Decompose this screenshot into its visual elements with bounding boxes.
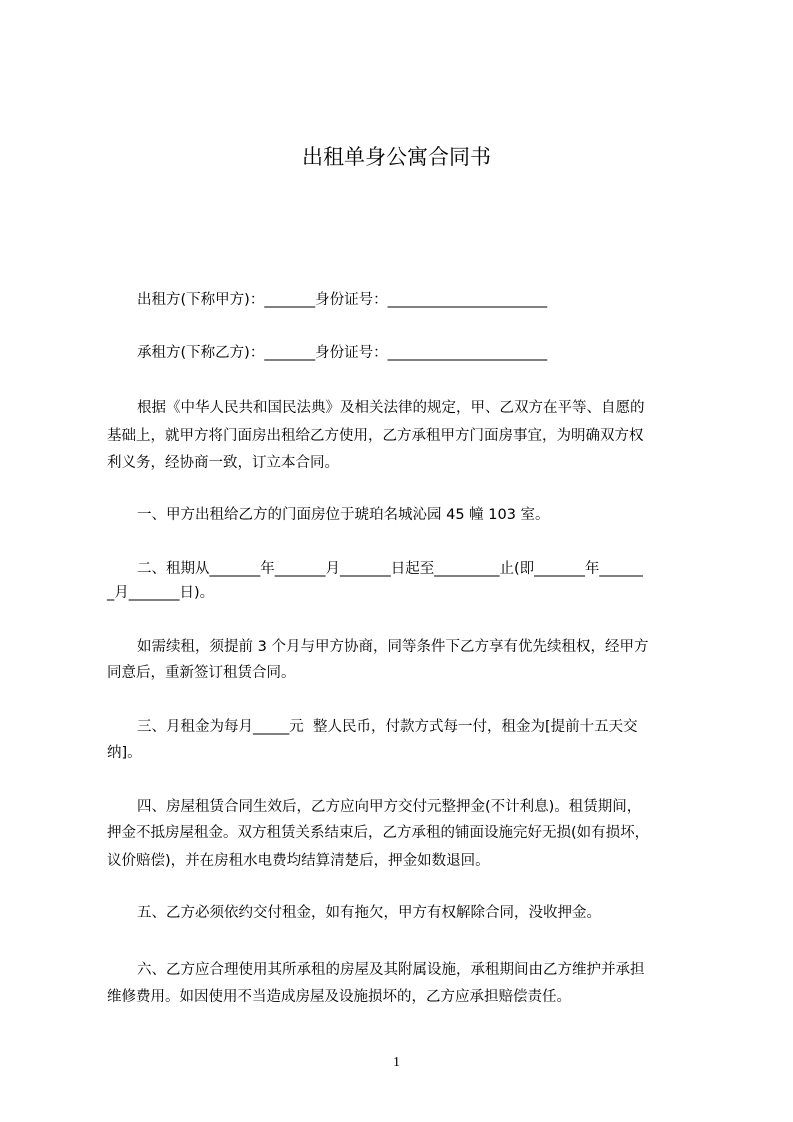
renewal-line: 如需续租，须提前 3 个月与甲方协商，同等条件下乙方享有优先续租权，经甲方 <box>137 639 649 655</box>
lessee-line: 承租方(下称乙方)：_______身份证号：______________________ <box>137 345 548 361</box>
clause-4-line: 押金不抵房屋租金。双方租赁关系结束后，乙方承租的铺面设施完好无损(如有损坏， <box>107 825 650 841</box>
lessor-line: 出租方(下称甲方)：_______身份证号：______________________ <box>137 292 548 308</box>
clause-2-line: _月_______日)。 <box>107 585 215 601</box>
renewal-line: 同意后，重新签订租赁合同。 <box>107 665 296 681</box>
clause-5-line: 五、乙方必须依约交付租金，如有拖欠，甲方有权解除合同，没收押金。 <box>137 905 601 921</box>
preamble-line: 根据《中华人民共和国民法典》及相关法律的规定，甲、乙双方在平等、自愿的 <box>137 400 645 416</box>
preamble-line: 利义务，经协商一致，订立本合同。 <box>107 455 339 471</box>
clause-1-line: 一、甲方出租给乙方的门面房位于琥珀名城沁园 45 幢 103 室。 <box>137 507 550 523</box>
clause-6-line: 六、乙方应合理使用其所承租的房屋及其附属设施，承租期间由乙方维护并承担 <box>137 962 645 978</box>
preamble-line: 基础上，就甲方将门面房出租给乙方使用，乙方承租甲方门面房事宜，为明确双方权 <box>107 428 644 444</box>
clause-3-line: 纳]。 <box>107 745 142 761</box>
clause-2-line: 二、租期从_______年_______月_______日起至_________止(即_______年______ <box>137 561 643 577</box>
clause-4-line: 议价赔偿)，并在房租水电费均结算清楚后，押金如数退回。 <box>107 853 490 869</box>
clause-6-line: 维修费用。如因使用不当造成房屋及设施损坏的，乙方应承担赔偿责任。 <box>107 989 571 1005</box>
document-title: 出租单身公寓合同书 <box>302 145 491 169</box>
clause-4-line: 四、房屋租赁合同生效后，乙方应向甲方交付元整押金(不计利息)。租赁期间， <box>137 799 642 815</box>
page-number: 1 <box>393 1055 400 1070</box>
clause-3-line: 三、月租金为每月_____元 整人民币，付款方式每一付，租金为[提前十五天交 <box>137 719 638 735</box>
